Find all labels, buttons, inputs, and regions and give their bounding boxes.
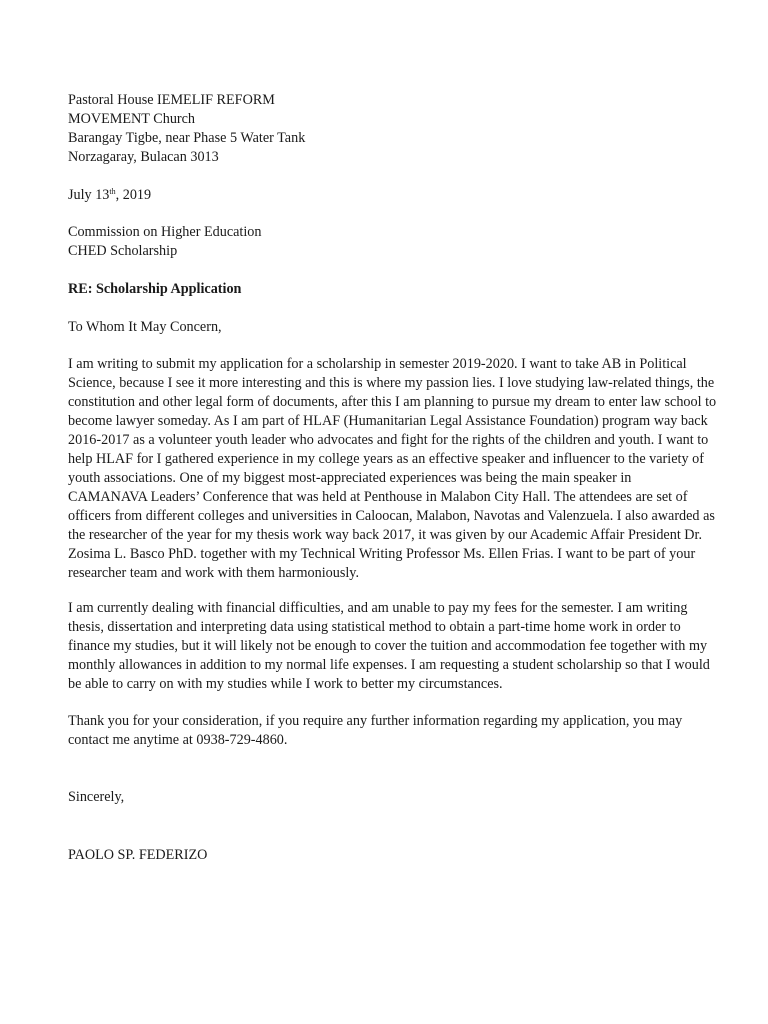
paragraph-line: be able to carry on with my studies while I work to better my circumstances.: [68, 676, 503, 692]
body-paragraph-2: [68, 599, 732, 694]
subject-text: RE: Scholarship Application: [68, 281, 242, 297]
sender-address-line: MOVEMENT Church: [68, 111, 196, 127]
paragraph-line: monthly allowances in addition to my normal life expenses. I am requesting a student scholarship so that I would: [68, 657, 710, 673]
sender-address-line: Pastoral House IEMELIF REFORM: [68, 92, 275, 108]
paragraph-line: become lawyer someday. As I am part of HLAF (Humanitarian Legal Assistance Foundation) program way back: [68, 413, 708, 429]
closing-text: Sincerely,: [68, 789, 125, 805]
signature: [68, 846, 732, 865]
paragraph-line: thesis, dissertation and interpreting data using statistical method to obtain a part-time home work in order to: [68, 619, 681, 635]
body-paragraph-3: [68, 712, 732, 750]
paragraph-line: CAMANAVA Leaders’ Conference that was held at Penthouse in Malabon City Hall. The attendees are set of: [68, 489, 688, 505]
recipient-line: CHED Scholarship: [68, 243, 178, 259]
paragraph-line: youth associations. One of my biggest most-appreciated experiences was being the main speaker in: [68, 470, 632, 486]
sender-address: [68, 91, 732, 167]
date-suffix: , 2019: [115, 187, 152, 203]
sender-address-line: Barangay Tigbe, near Phase 5 Water Tank: [68, 130, 306, 146]
subject-line: [68, 280, 732, 299]
recipient-line: Commission on Higher Education: [68, 224, 262, 240]
paragraph-line: contact me anytime at 0938-729-4860.: [68, 732, 288, 748]
salutation-text: To Whom It May Concern,: [68, 319, 222, 335]
paragraph-line: finance my studies, but it will likely not be enough to cover the tuition and accommodation fee together with my: [68, 638, 708, 654]
recipient-address: [68, 223, 732, 261]
paragraph-line: officers from different colleges and universities in Caloocan, Malabon, Navotas and Valenzuela. I also awarded as: [68, 508, 715, 524]
sender-address-line: Norzagaray, Bulacan 3013: [68, 149, 219, 165]
paragraph-line: the researcher of the year for my thesis work way back 2017, it was given by our Academic Affair President Dr.: [68, 527, 703, 543]
paragraph-line: I am writing to submit my application for a scholarship in semester 2019-2020. I want to take AB in Political: [68, 356, 687, 372]
paragraph-line: Zosima L. Basco PhD. together with my Technical Writing Professor Ms. Ellen Frias. I want to be part of your: [68, 546, 696, 562]
paragraph-line: researcher team and work with them harmoniously.: [68, 565, 360, 581]
letter-date: [68, 186, 732, 205]
date-superscript: th: [109, 187, 116, 196]
paragraph-line: help HLAF for I gathered experience in my college years as an effective speaker and influencer to the variety of: [68, 451, 704, 467]
paragraph-line: 2016-2017 as a volunteer youth leader who advocates and fight for the rights of the children and youth. I want to: [68, 432, 709, 448]
date-prefix: July 13: [68, 187, 110, 203]
salutation: [68, 318, 732, 337]
body-paragraph-1: [68, 355, 732, 583]
paragraph-line: constitution and other legal form of documents, after this I am planning to pursue my dream to enter law school to: [68, 394, 717, 410]
closing: [68, 788, 732, 807]
paragraph-line: I am currently dealing with financial difficulties, and am unable to pay my fees for the semester. I am writing: [68, 600, 688, 616]
signature-name: PAOLO SP. FEDERIZO: [68, 847, 208, 863]
paragraph-line: Science, because I see it more interesting and this is where my passion lies. I love studying law-related things, the: [68, 375, 715, 391]
paragraph-line: Thank you for your consideration, if you require any further information regarding my application, you may: [68, 713, 683, 729]
